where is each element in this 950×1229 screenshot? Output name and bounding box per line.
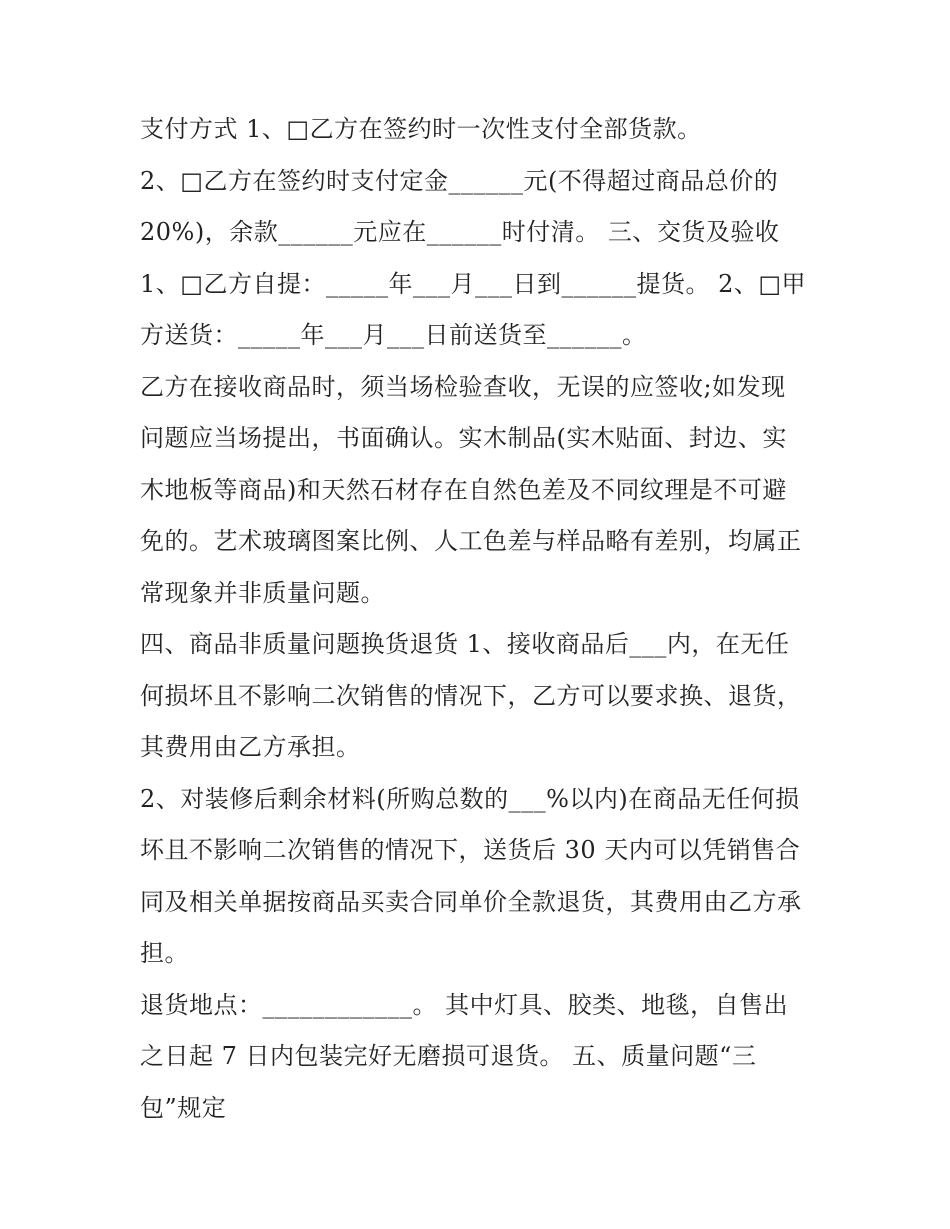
document-body — [140, 104, 830, 1134]
text-line: 乙方在接收商品时，须当场检验查收，无误的应签收;如发现 — [140, 372, 786, 401]
text-line: 坏且不影响二次销售的情况下，送货后 30 天内可以凭销售合 — [140, 836, 801, 864]
text-line: 之日起 7 日内包装完好无磨损可退货。 五、质量问题“三 — [140, 1042, 757, 1070]
text-line: 支付方式 1、□乙方在签约时一次性支付全部货款。 — [140, 115, 702, 143]
text-line: 常现象并非质量问题。 — [140, 578, 385, 607]
text-line: 免的。艺术玻璃图案比例、人工色差与样品略有差别，均属正 — [140, 527, 802, 555]
text-line: 担。 — [140, 939, 189, 967]
text-line: 2、对装修后剩余材料(所购总数的___%以内)在商品无任何损 — [140, 784, 800, 813]
text-line: 2、□乙方在签约时支付定金______元(不得超过商品总价的 — [140, 166, 779, 195]
text-line: 20%)，余款______元应在______时付清。 三、交货及验收 — [140, 218, 780, 246]
text-line: 何损坏且不影响二次销售的情况下，乙方可以要求换、退货， — [140, 681, 802, 710]
text-line: 其费用由乙方承担。 — [140, 733, 361, 761]
text-line: 方送货：_____年___月___日前送货至______。 — [140, 321, 647, 349]
text-line: 木地板等商品)和天然石材存在自然色差及不同纹理是不可避 — [140, 475, 787, 504]
text-line: 同及相关单据按商品买卖合同单价全款退货，其费用由乙方承 — [140, 887, 802, 916]
text-line: 退货地点：____________。 其中灯具、胶类、地毯，自售出 — [140, 990, 789, 1019]
text-line: 问题应当场提出，书面确认。实木制品(实木贴面、封边、实 — [140, 424, 787, 452]
text-line: 包”规定 — [140, 1093, 227, 1122]
text-line: 四、商品非质量问题换货退货 1、接收商品后___内，在无任 — [140, 630, 790, 658]
text-line: 1、□乙方自提：_____年___月___日到______提货。 2、□甲 — [140, 269, 807, 298]
